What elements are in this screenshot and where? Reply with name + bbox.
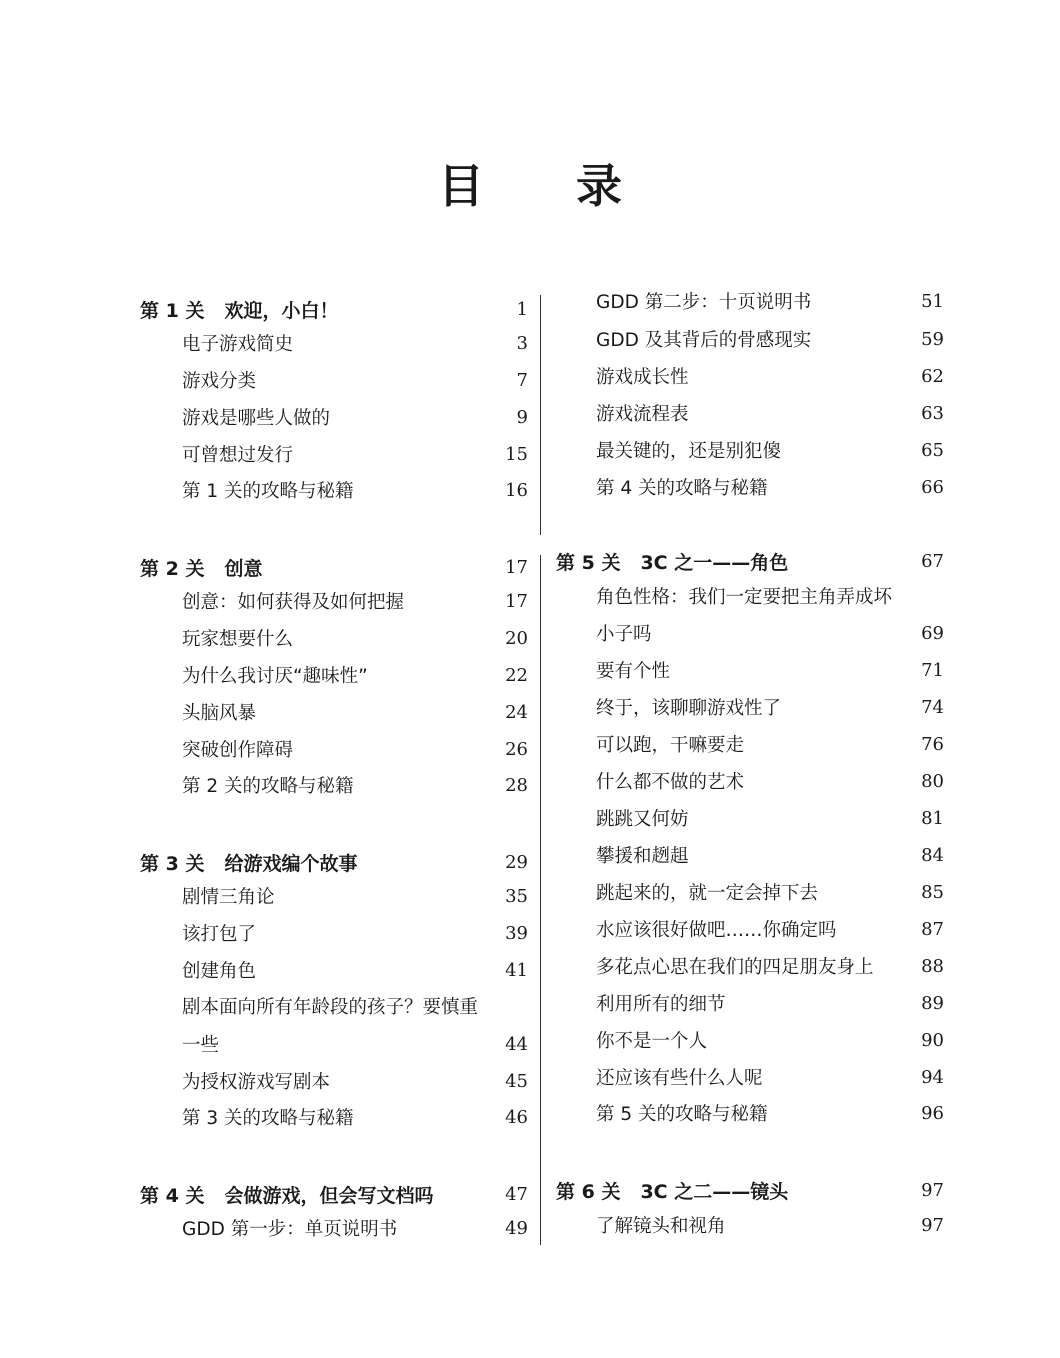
toc-entry — [556, 1098, 944, 1128]
page-number: 71 — [921, 659, 944, 681]
page-number: 15 — [505, 443, 528, 465]
chapter-heading — [140, 1181, 433, 1208]
entry-title: 第 4 关的攻略与秘籍 — [596, 478, 768, 499]
page-number: 67 — [921, 550, 944, 572]
chapter-number: 第 5 关 — [556, 551, 621, 574]
toc-left-column — [140, 0, 528, 1358]
entry-title: 游戏是哪些人做的 — [182, 408, 331, 429]
entry-title: 第 1 关的攻略与秘籍 — [182, 481, 354, 502]
toc-chapter — [140, 847, 528, 877]
entry-title: 创建角色 — [182, 961, 257, 982]
toc-chapter — [556, 546, 944, 576]
entry-title: 终于，该聊聊游戏性了 — [596, 698, 782, 719]
entry-title: 水应该很好做吧……你确定吗 — [596, 920, 837, 941]
toc-entry — [140, 439, 528, 469]
entry-title: 了解镜头和视角 — [596, 1216, 726, 1237]
page-number: 47 — [505, 1183, 528, 1205]
page-number: 22 — [505, 664, 528, 686]
page-number: 49 — [505, 1217, 528, 1239]
entry-title: 剧本面向所有年龄段的孩子？要慎重 — [182, 997, 479, 1018]
toc-entry — [556, 618, 944, 648]
entry-title: 游戏流程表 — [596, 404, 689, 425]
entry-title: 突破创作障碍 — [182, 740, 294, 761]
entry-title: 跳跳又何妨 — [596, 809, 689, 830]
page-number: 84 — [921, 844, 944, 866]
entry-title: 攀援和趔趄 — [596, 846, 689, 867]
page-number: 81 — [921, 807, 944, 829]
toc-entry — [140, 365, 528, 395]
page-number: 29 — [505, 851, 528, 873]
page-number: 80 — [921, 770, 944, 792]
toc-entry — [556, 914, 944, 944]
page-number: 63 — [921, 402, 944, 424]
entry-title: 一些 — [182, 1035, 220, 1056]
entry-title: 什么都不做的艺术 — [596, 772, 745, 793]
page-number: 89 — [921, 992, 944, 1014]
toc-entry — [140, 955, 528, 985]
entry-title: 第 3 关的攻略与秘籍 — [182, 1108, 354, 1129]
entry-title: 角色性格：我们一定要把主角弄成坏 — [596, 587, 893, 608]
page-number: 45 — [505, 1070, 528, 1092]
chapter-number: 第 1 关 — [140, 299, 205, 322]
page-number: 17 — [505, 556, 528, 578]
chapter-heading — [140, 296, 338, 323]
page-number: 76 — [921, 733, 944, 755]
toc-entry — [556, 803, 944, 833]
toc-entry — [556, 361, 944, 391]
page-number: 85 — [921, 881, 944, 903]
toc-entry — [140, 991, 528, 1021]
toc-entry — [140, 770, 528, 800]
page-number: 69 — [921, 622, 944, 644]
entry-title: GDD 第二步：十页说明书 — [596, 292, 812, 313]
page-number: 17 — [505, 590, 528, 612]
page-number: 9 — [516, 406, 528, 428]
toc-entry — [556, 988, 944, 1018]
toc-chapter — [556, 1175, 944, 1205]
entry-title: 创意：如何获得及如何把握 — [182, 592, 405, 613]
toc-entry — [556, 1210, 944, 1240]
entry-title: 第 5 关的攻略与秘籍 — [596, 1104, 768, 1125]
entry-title: 你不是一个人 — [596, 1031, 708, 1052]
page-number: 97 — [921, 1214, 944, 1236]
chapter-title: 创意 — [224, 557, 263, 580]
entry-title: 游戏分类 — [182, 371, 257, 392]
page-number: 87 — [921, 918, 944, 940]
toc-entry — [140, 697, 528, 727]
toc-entry — [556, 840, 944, 870]
entry-title: 还应该有些什么人呢 — [596, 1068, 763, 1089]
chapter-heading — [140, 554, 262, 581]
toc-entry — [140, 1029, 528, 1059]
entry-title: 第 2 关的攻略与秘籍 — [182, 776, 354, 797]
chapter-number: 第 3 关 — [140, 852, 205, 875]
toc-entry — [556, 951, 944, 981]
column-divider — [540, 295, 541, 535]
toc-entry — [556, 766, 944, 796]
toc-chapter — [140, 1179, 528, 1209]
entry-title: 可以跑，干嘛要走 — [596, 735, 745, 756]
page-number: 65 — [921, 439, 944, 461]
chapter-title: 欢迎，小白！ — [224, 299, 339, 322]
chapter-number: 第 6 关 — [556, 1180, 621, 1203]
page-number: 62 — [921, 365, 944, 387]
toc-entry — [556, 1025, 944, 1055]
chapter-number: 第 4 关 — [140, 1184, 205, 1207]
entry-title: 游戏成长性 — [596, 367, 689, 388]
page-number: 96 — [921, 1102, 944, 1124]
entry-title: 玩家想要什么 — [182, 629, 294, 650]
toc-entry — [556, 729, 944, 759]
page-number: 59 — [921, 328, 944, 350]
entry-title: 为授权游戏写剧本 — [182, 1072, 331, 1093]
page-number: 94 — [921, 1066, 944, 1088]
entry-title: GDD 第一步：单页说明书 — [182, 1219, 398, 1240]
page-number: 46 — [505, 1106, 528, 1128]
toc-entry — [140, 1102, 528, 1132]
toc-entry — [140, 1066, 528, 1096]
toc-entry — [140, 475, 528, 505]
page-number: 28 — [505, 774, 528, 796]
toc-entry — [140, 586, 528, 616]
entry-title: GDD 及其背后的骨感现实 — [596, 330, 812, 351]
entry-title: 跳起来的，就一定会掉下去 — [596, 883, 819, 904]
toc-entry — [556, 581, 944, 611]
chapter-title: 给游戏编个故事 — [224, 852, 358, 875]
page-number: 44 — [505, 1033, 528, 1055]
toc-chapter — [140, 552, 528, 582]
toc-entry — [140, 328, 528, 358]
chapter-title: 会做游戏，但会写文档吗 — [224, 1184, 434, 1207]
toc-entry — [140, 623, 528, 653]
chapter-heading — [556, 548, 788, 575]
entry-title: 利用所有的细节 — [596, 994, 726, 1015]
page-number: 90 — [921, 1029, 944, 1051]
toc-entry — [140, 402, 528, 432]
chapter-heading — [140, 849, 357, 876]
toc-entry — [556, 435, 944, 465]
entry-title: 要有个性 — [596, 661, 671, 682]
entry-title: 最关键的，还是别犯傻 — [596, 441, 782, 462]
entry-title: 多花点心思在我们的四足朋友身上 — [596, 957, 874, 978]
entry-title: 剧情三角论 — [182, 887, 275, 908]
page-title: 目 录 — [437, 159, 660, 213]
toc-entry — [556, 877, 944, 907]
page-number: 3 — [516, 332, 528, 354]
chapter-title: 3C 之一——角色 — [640, 551, 789, 574]
page-number: 39 — [505, 922, 528, 944]
toc-entry — [556, 472, 944, 502]
page-number: 66 — [921, 476, 944, 498]
page-number: 16 — [505, 479, 528, 501]
chapter-number: 第 2 关 — [140, 557, 205, 580]
entry-title: 头脑风暴 — [182, 703, 257, 724]
toc-entry — [140, 881, 528, 911]
page-number: 41 — [505, 959, 528, 981]
chapter-heading — [556, 1177, 788, 1204]
toc-entry — [556, 324, 944, 354]
entry-title: 该打包了 — [182, 924, 257, 945]
column-divider — [540, 555, 541, 1245]
page-number: 20 — [505, 627, 528, 649]
page-number: 51 — [921, 290, 944, 312]
page-number: 24 — [505, 701, 528, 723]
page-number: 97 — [921, 1179, 944, 1201]
entry-title: 电子游戏简史 — [182, 334, 294, 355]
toc-entry — [140, 918, 528, 948]
chapter-title: 3C 之二——镜头 — [640, 1180, 789, 1203]
page-number: 74 — [921, 696, 944, 718]
toc-entry — [556, 692, 944, 722]
toc-entry — [140, 1213, 528, 1243]
page-number: 1 — [516, 298, 528, 320]
toc-right-column — [556, 0, 944, 1358]
page-number: 88 — [921, 955, 944, 977]
entry-title: 小子吗 — [596, 624, 652, 645]
entry-title: 为什么我讨厌“趣味性” — [182, 666, 368, 687]
toc-entry — [556, 1062, 944, 1092]
toc-entry — [140, 660, 528, 690]
entry-title: 可曾想过发行 — [182, 445, 294, 466]
page-number: 7 — [516, 369, 528, 391]
page-number: 26 — [505, 738, 528, 760]
toc-entry — [556, 398, 944, 428]
toc-entry — [140, 734, 528, 764]
toc-chapter — [140, 294, 528, 324]
page-number: 35 — [505, 885, 528, 907]
toc-entry — [556, 655, 944, 685]
toc-entry — [556, 286, 944, 316]
